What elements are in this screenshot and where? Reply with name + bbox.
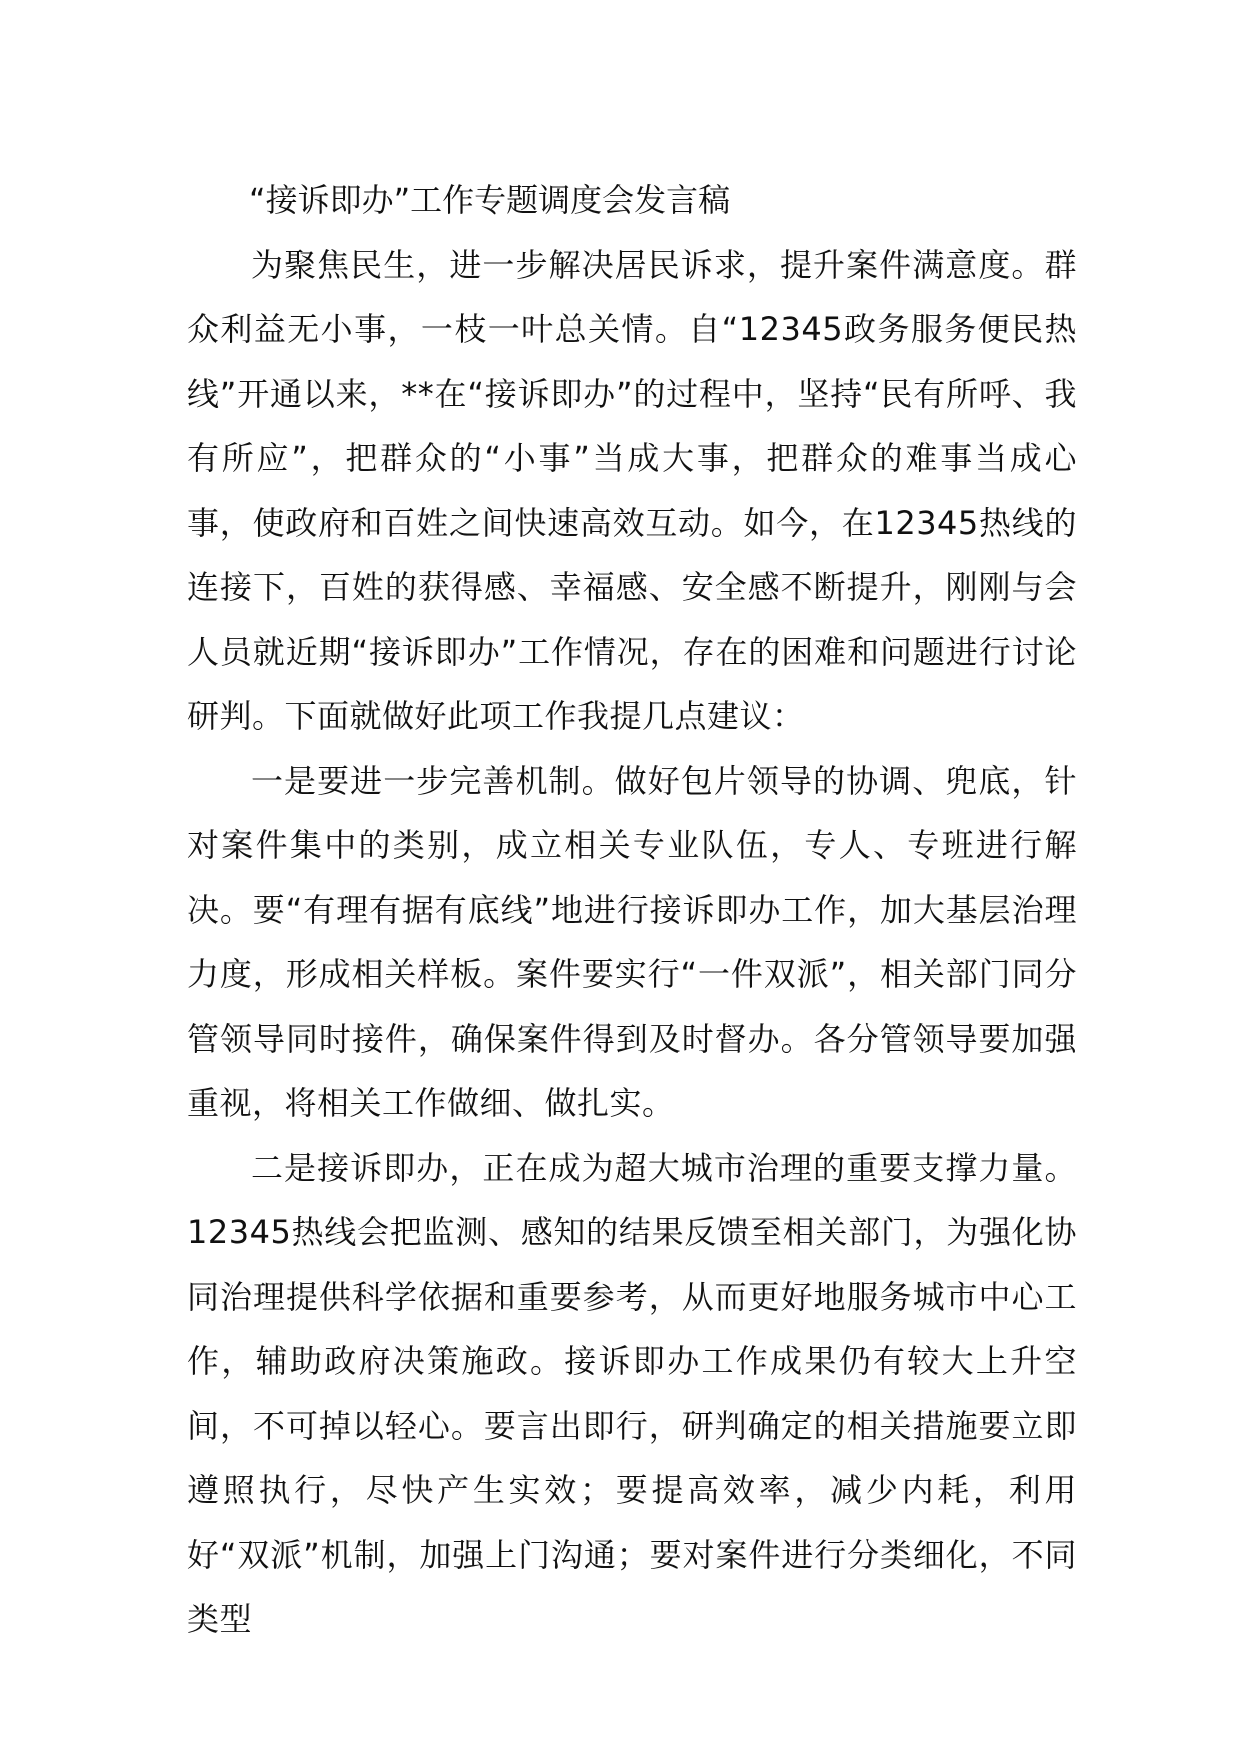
- paragraph-intro: 为聚焦民生，进一步解决居民诉求，提升案件满意度。群众利益无小事，一枝一叶总关情。自“12345政务服务便民热线”开通以来，**在“接诉即办”的过程中，坚持“民有所呼、我有所应”，把群众的“小事”当成大事，把群众的难事当成心事，使政府和百姓之间快速高效互动。如今，在12345热线的连接下，百姓的获得感、幸福感、安全感不断提升，刚刚与会人员就近期“接诉即办”工作情况，存在的困难和问题进行讨论研判。下面就做好此项工作我提几点建议：: [187, 245, 1077, 735]
- document-body: [187, 168, 1077, 1652]
- paragraph-point-two: 二是接诉即办，正在成为超大城市治理的重要支撑力量。12345热线会把监测、感知的结果反馈至相关部门，为强化协同治理提供科学依据和重要参考，从而更好地服务城市中心工作，辅助政府决策施政。接诉即办工作成果仍有较大上升空间，不可掉以轻心。要言出即行，研判确定的相关措施要立即遵照执行，尽快产生实效；要提高效率，减少内耗，利用好“双派”机制，加强上门沟通；要对案件进行分类细化，不同类型: [187, 1148, 1077, 1638]
- document-title: “接诉即办”工作专题调度会发言稿: [249, 181, 731, 219]
- paragraph-point-one: 一是要进一步完善机制。做好包片领导的协调、兜底，针对案件集中的类别，成立相关专业队伍，专人、专班进行解决。要“有理有据有底线”地进行接诉即办工作，加大基层治理力度，形成相关样板。案件要实行“一件双派”，相关部门同分管领导同时接件，确保案件得到及时督办。各分管领导要加强重视，将相关工作做细、做扎实。: [187, 761, 1077, 1122]
